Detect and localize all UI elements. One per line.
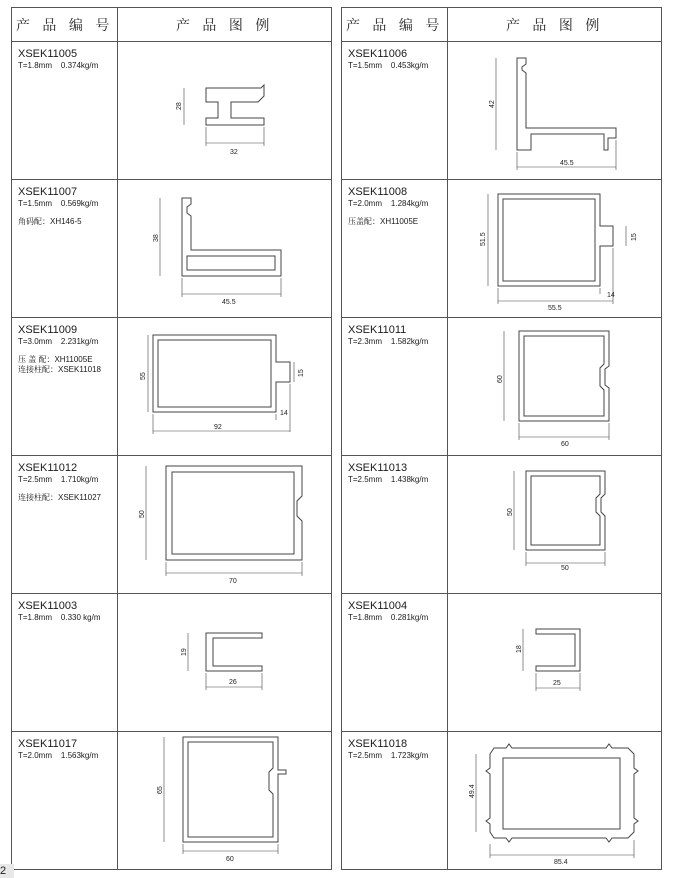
product-row [342, 318, 662, 456]
product-row [342, 732, 662, 870]
profile-outline [206, 85, 264, 125]
product-code: XSEK11005 [18, 48, 78, 60]
product-spec: T=2.0mm 1.284kg/m [348, 199, 429, 208]
dimension-label: 26 [229, 679, 238, 686]
product-spec: T=1.5mm 0.569kg/m [18, 199, 99, 208]
dimension-label: 55 [140, 372, 148, 380]
drawing-column-header: 产 品 图 例 [448, 8, 662, 42]
profile-inner-chamber [158, 340, 271, 407]
product-code: XSEK11017 [18, 738, 78, 750]
profile-outline [526, 471, 605, 550]
product-spec: T=2.5mm 1.710kg/m [18, 475, 99, 484]
profile-drawing-cell [118, 732, 332, 870]
profile-drawing-cell [118, 318, 332, 456]
profile-inner-chamber [531, 476, 600, 545]
profile-outline [486, 744, 638, 842]
product-note: 压盖配：XH11005E [348, 217, 419, 226]
profile-inner-chamber [172, 472, 294, 554]
profile-drawing-xsek11003 [118, 594, 331, 731]
product-row [12, 42, 332, 180]
product-code: XSEK11003 [18, 600, 78, 612]
product-note: 连接柱配：XSEK11027 [18, 493, 101, 502]
product-row [12, 732, 332, 870]
catalog-table-right [341, 7, 662, 870]
dimension-label: 38 [153, 234, 161, 242]
profile-drawing-cell [448, 594, 662, 732]
dimension-label: 60 [561, 441, 570, 448]
product-info [12, 594, 118, 732]
profile-drawing-xsek11006 [448, 42, 661, 179]
dimension-label: 60 [226, 856, 235, 863]
drawing-column-header: 产 品 图 例 [118, 8, 332, 42]
dimension-label: 15 [298, 369, 306, 377]
product-row [342, 42, 662, 180]
product-spec: T=2.3mm 1.582kg/m [348, 337, 429, 346]
profile-drawing-xsek11017 [118, 732, 331, 869]
product-code: XSEK11008 [348, 186, 408, 198]
profile-drawing-xsek11007 [118, 180, 331, 317]
product-code: XSEK11013 [348, 462, 408, 474]
profile-drawing-cell [448, 456, 662, 594]
table-header-row [12, 8, 332, 42]
product-info [12, 318, 118, 456]
profile-outline [536, 629, 580, 671]
catalog-table-left [11, 7, 332, 870]
product-spec: T=2.5mm 1.438kg/m [348, 475, 429, 484]
product-spec: T=2.5mm 1.723kg/m [348, 751, 429, 760]
profile-outline [153, 335, 290, 412]
dimension-label: 25 [553, 680, 562, 687]
code-column-header: 产 品 编 号 [342, 8, 448, 42]
profile-drawing-cell [118, 456, 332, 594]
product-info [342, 180, 448, 318]
product-info [342, 318, 448, 456]
product-info [342, 456, 448, 594]
dimension-label: 32 [230, 149, 239, 156]
product-code: XSEK11007 [18, 186, 78, 198]
product-spec: T=1.8mm 0.281kg/m [348, 613, 429, 622]
dimension-label: 50 [561, 565, 570, 572]
profile-inner-chamber [503, 758, 620, 829]
profile-inner-chamber [188, 742, 273, 837]
product-code: XSEK11009 [18, 324, 78, 336]
profile-drawing-xsek11018 [448, 732, 661, 869]
code-column-header: 产 品 编 号 [12, 8, 118, 42]
product-code: XSEK11006 [348, 48, 408, 60]
profile-drawing-cell [118, 594, 332, 732]
dimension-label: 42 [489, 100, 497, 108]
product-info [12, 456, 118, 594]
dimension-label: 15 [631, 233, 639, 241]
product-spec: T=1.8mm 0.374kg/m [18, 61, 99, 70]
product-info [342, 42, 448, 180]
product-info [12, 42, 118, 180]
profile-drawing-xsek11004 [448, 594, 661, 731]
dimension-label: 49.4 [469, 784, 477, 798]
product-spec: T=2.0mm 1.563kg/m [18, 751, 99, 760]
profile-drawing-cell [118, 180, 332, 318]
profile-outline [182, 198, 281, 276]
product-note: 压 盖 配：XH11005E [18, 355, 93, 364]
product-row [342, 180, 662, 318]
dimension-label: 18 [516, 645, 524, 653]
dimension-label: 65 [157, 786, 165, 794]
product-row [342, 456, 662, 594]
product-row [342, 594, 662, 732]
profile-drawing-cell [118, 42, 332, 180]
page-number: 2 [0, 864, 14, 878]
dimension-label: 28 [176, 102, 184, 110]
product-note: 角码配：XH146-5 [18, 217, 82, 226]
dimension-label: 50 [507, 508, 515, 516]
product-spec: T=1.5mm 0.453kg/m [348, 61, 429, 70]
dimension-label: 60 [497, 375, 505, 383]
product-row [12, 318, 332, 456]
product-code: XSEK11012 [18, 462, 78, 474]
product-row [12, 456, 332, 594]
product-note: 连接柱配：XSEK11018 [18, 365, 101, 374]
dimension-label: 70 [229, 578, 238, 585]
dimension-label: 45.5 [222, 299, 236, 306]
dimension-label: 50 [139, 510, 147, 518]
dimension-label: 45.5 [560, 160, 574, 167]
product-info [12, 180, 118, 318]
product-code: XSEK11011 [348, 324, 407, 336]
profile-drawing-cell [448, 42, 662, 180]
product-spec: T=1.8mm 0.330 kg/m [18, 613, 101, 622]
profile-drawing-xsek11008 [448, 180, 661, 317]
profile-drawing-cell [448, 318, 662, 456]
table-header-row [342, 8, 662, 42]
dimension-label: 14 [280, 410, 289, 417]
profile-drawing-xsek11013 [448, 456, 661, 593]
product-code: XSEK11004 [348, 600, 408, 612]
profile-inner-slot [187, 256, 275, 270]
product-spec: T=3.0mm 2.231kg/m [18, 337, 99, 346]
product-row [12, 594, 332, 732]
profile-outline [498, 194, 613, 286]
product-info [342, 594, 448, 732]
product-info [12, 732, 118, 870]
profile-outline [517, 58, 616, 150]
dimension-label: 19 [181, 648, 189, 656]
profile-drawing-cell [448, 180, 662, 318]
profile-inner-chamber [524, 336, 604, 416]
profile-drawing-cell [448, 732, 662, 870]
profile-outline [519, 331, 609, 421]
profile-drawing-xsek11012 [118, 456, 331, 593]
dimension-label: 14 [607, 292, 616, 299]
dimension-label: 51.5 [480, 232, 488, 246]
profile-outline [183, 737, 286, 842]
profile-outline [206, 633, 262, 671]
dimension-label: 85.4 [554, 859, 568, 866]
profile-inner-chamber [503, 199, 595, 281]
dimension-label: 55.5 [548, 305, 562, 312]
dimension-label: 92 [214, 424, 223, 431]
profile-outline [166, 466, 302, 560]
profile-drawing-xsek11011 [448, 318, 661, 455]
product-code: XSEK11018 [348, 738, 408, 750]
profile-drawing-xsek11009 [118, 318, 331, 455]
product-row [12, 180, 332, 318]
product-info [342, 732, 448, 870]
profile-drawing-xsek11005 [118, 42, 331, 179]
